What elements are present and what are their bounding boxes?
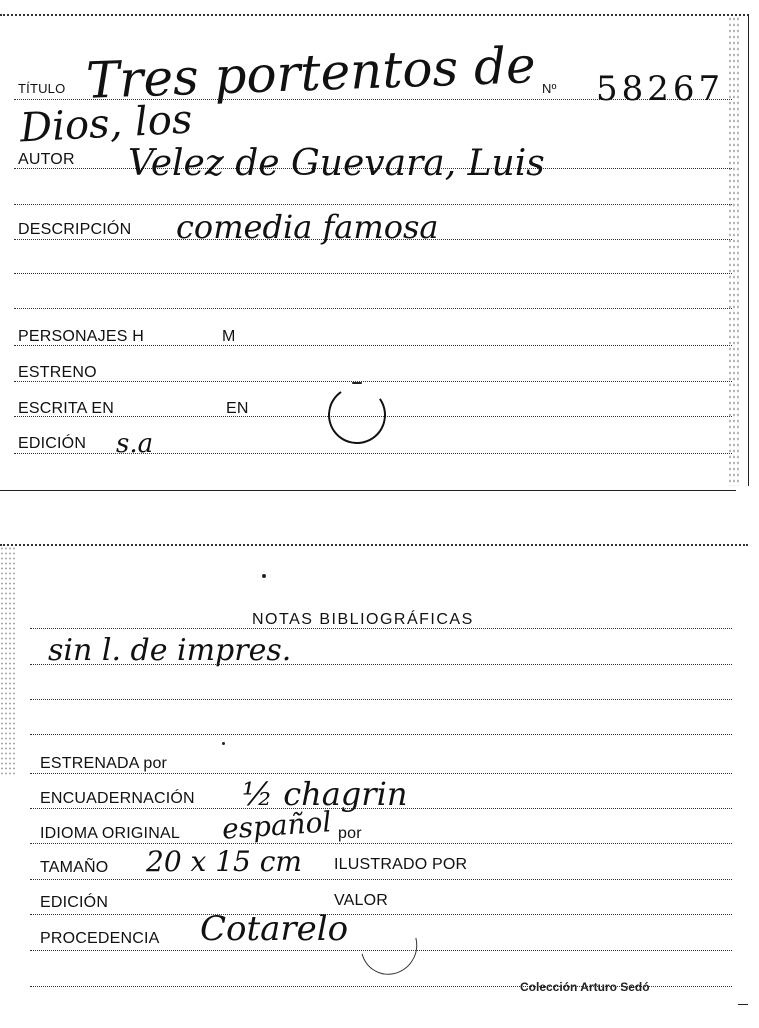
ilustrado-por-label: ILUSTRADO POR (334, 856, 468, 873)
rule-line (30, 914, 732, 915)
ink-speck (222, 742, 225, 745)
descripcion-value: comedia famosa (176, 208, 439, 246)
catalog-card-bottom (0, 544, 748, 1016)
card-bottom-edge (0, 490, 736, 491)
personajes-m-label: M (222, 328, 236, 345)
rule-line (30, 628, 732, 629)
estreno-label: ESTRENO (18, 364, 97, 381)
rule-line (14, 381, 732, 382)
escrita-en-label: ESCRITA EN (18, 400, 114, 417)
ink-speck (262, 574, 266, 578)
edicion-value: s.a (116, 429, 154, 459)
idioma-original-value: español (220, 805, 333, 846)
escrita-en-2-label: EN (226, 400, 249, 417)
numero-value: 58267 (596, 69, 725, 109)
rule-line (30, 773, 732, 774)
notas-value: sin l. de impres. (48, 633, 292, 668)
paper-edge-texture (0, 546, 16, 776)
idioma-original-label: IDIOMA ORIGINAL (40, 825, 180, 842)
idioma-por-label: por (338, 825, 362, 842)
rule-line (30, 879, 732, 880)
collection-credit: Colección Arturo Sedó (520, 980, 650, 994)
rule-line (30, 843, 732, 844)
numero-label: Nº (542, 81, 557, 96)
rule-line (14, 308, 732, 309)
stamp-mark (323, 381, 390, 448)
catalog-card-top (0, 14, 749, 486)
notas-heading: NOTAS BIBLIOGRÁFICAS (252, 611, 474, 628)
rule-line (14, 345, 732, 346)
autor-value: Velez de Guevara, Luis (128, 143, 545, 184)
procedencia-label: PROCEDENCIA (40, 930, 160, 947)
titulo-label: TÍTULO (18, 81, 66, 96)
rule-line (14, 273, 732, 274)
titulo-value-line2: Dios, los (18, 96, 194, 152)
stamp-mark (350, 907, 427, 985)
rule-line (30, 734, 732, 735)
estrenada-por-label: ESTRENADA por (40, 755, 168, 772)
personajes-h-label: PERSONAJES H (18, 328, 144, 345)
rule-line (30, 699, 732, 700)
autor-label: AUTOR (18, 151, 75, 168)
tamano-label: TAMAÑO (40, 859, 109, 876)
edge-tick (738, 1004, 748, 1005)
descripcion-label: DESCRIPCIÓN (18, 221, 132, 238)
edicion-label: EDICIÓN (18, 435, 87, 452)
tamano-value: 20 x 15 cm (146, 845, 302, 878)
edicion-label: EDICIÓN (40, 894, 109, 911)
encuadernacion-label: ENCUADERNACIÓN (40, 790, 195, 807)
procedencia-value: Cotarelo (200, 909, 349, 949)
titulo-value-line1: Tres portentos de (85, 36, 537, 110)
ink-mark (352, 382, 362, 384)
encuadernacion-value: ½ chagrin (242, 775, 408, 813)
valor-label: VALOR (334, 892, 389, 909)
rule-line (14, 204, 732, 205)
